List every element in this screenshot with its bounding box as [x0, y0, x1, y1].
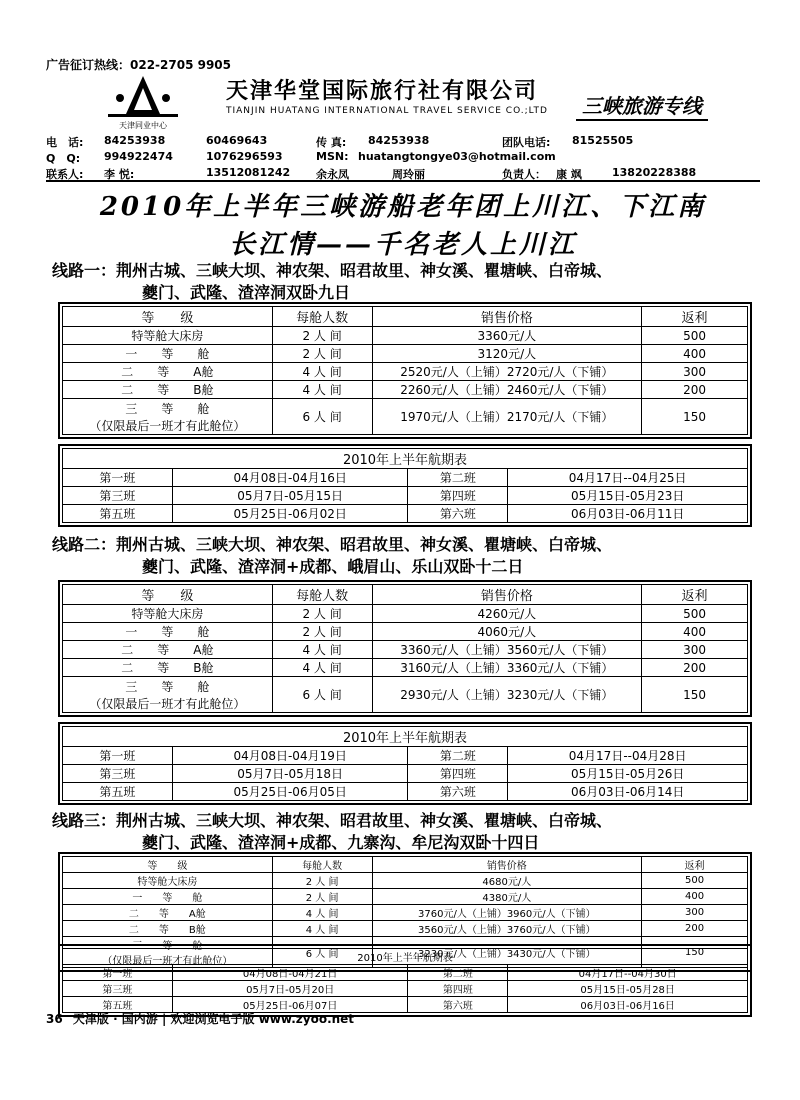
cell: 第一班 — [63, 965, 173, 981]
cell: 150 — [642, 399, 748, 435]
cell: 1970元/人（上铺）2170元/人（下铺） — [372, 399, 642, 435]
manager-name: 康 飒 — [556, 168, 582, 181]
cell: 4 人 间 — [272, 921, 372, 937]
cell: 4 人 间 — [272, 659, 372, 677]
header-price: 销售价格 — [372, 307, 642, 327]
cabin-note: （仅限最后一班才有此舱位） — [102, 956, 233, 967]
cell: 300 — [642, 641, 748, 659]
cell: 2 人 间 — [272, 873, 372, 889]
table-header-row — [63, 307, 748, 327]
schedule-title: 2010年上半年航期表 — [63, 727, 748, 747]
fax-number: 84253938 — [368, 134, 430, 147]
cell: 3360元/人（上铺）3560元/人（下铺） — [372, 641, 642, 659]
ad-hotline: 广告征订热线：022-2705 9905 — [46, 58, 232, 72]
cell: 400 — [642, 623, 748, 641]
cell: 第五班 — [63, 997, 173, 1013]
msn-address: huatangtongye03@hotmail.com — [358, 150, 556, 163]
cabin-note: （仅限最后一班才有此舱位） — [89, 418, 246, 433]
cell: 二 等 A舱 — [63, 363, 273, 381]
grade-label: 三 等 舱 — [125, 679, 210, 694]
cell: 第一班 — [63, 469, 173, 487]
cell: 6 人 间 — [272, 937, 372, 968]
page-number: 36 — [46, 1012, 63, 1026]
group-phone: 81525505 — [572, 134, 634, 147]
header-rebate: 返利 — [642, 585, 748, 605]
cell: 300 — [642, 363, 748, 381]
cell: 3360元/人 — [372, 327, 642, 345]
contact-2: 余永凤 — [316, 168, 349, 181]
cell: 一 等 舱 — [63, 889, 273, 905]
group-label: 团队电话: — [502, 136, 551, 149]
cell: 04月17日--04月30日 — [508, 965, 748, 981]
cell: 2 人 间 — [272, 327, 372, 345]
cell: 200 — [642, 659, 748, 677]
manager-label: 负责人： — [502, 168, 546, 181]
logo-caption: 天津同业中心 — [119, 121, 167, 130]
header-cabin-size: 每舱人数 — [272, 307, 372, 327]
cell: 150 — [642, 937, 748, 968]
cell: 第三班 — [63, 981, 173, 997]
table-row — [63, 747, 748, 765]
cell: 第二班 — [408, 747, 508, 765]
header-cabin-size: 每舱人数 — [272, 857, 372, 873]
company-name: 天津华堂国际旅行社有限公司 — [226, 79, 539, 104]
qq-1: 994922474 — [104, 150, 173, 163]
table-row — [63, 677, 748, 713]
cell: 05月15日-05月28日 — [508, 981, 748, 997]
cell: 300 — [642, 905, 748, 921]
contact-3: 周玲丽 — [392, 168, 425, 181]
divider — [46, 180, 760, 182]
route-2-description — [52, 534, 612, 578]
table-row — [63, 605, 748, 623]
route-3-schedule-table — [62, 948, 748, 1013]
cell: 3160元/人（上铺）3360元/人（下铺） — [372, 659, 642, 677]
cell: 04月08日-04月21日 — [172, 965, 408, 981]
cell: 第二班 — [408, 965, 508, 981]
cell: 特等舱大床房 — [63, 605, 273, 623]
cell: 06月03日-06月16日 — [508, 997, 748, 1013]
cell: 6 人 间 — [272, 677, 372, 713]
qq-label: Q Q: — [46, 152, 81, 165]
cell: 04月08日-04月16日 — [172, 469, 408, 487]
cell: 特等舱大床房 — [63, 327, 273, 345]
cell: 第二班 — [408, 469, 508, 487]
manager-phone: 13820228388 — [612, 166, 697, 179]
cell: 04月17日--04月25日 — [508, 469, 748, 487]
cell: 二 等 B舱 — [63, 921, 273, 937]
cell: 二 等 B舱 — [63, 381, 273, 399]
cell: 第四班 — [408, 765, 508, 783]
table-row — [63, 783, 748, 801]
cell: 二 等 A舱 — [63, 905, 273, 921]
cell: 06月03日-06月11日 — [508, 505, 748, 523]
route-1-line-2: 夔门、武隆、渣滓洞双卧九日 — [142, 283, 351, 302]
cell: 2 人 间 — [272, 605, 372, 623]
table-row — [63, 505, 748, 523]
cell: 4060元/人 — [372, 623, 642, 641]
company-logo — [98, 74, 188, 120]
cell: 4260元/人 — [372, 605, 642, 623]
cell: 05月15日-05月26日 — [508, 765, 748, 783]
cell: 05月7日-05月18日 — [172, 765, 408, 783]
route-2-price-table — [62, 584, 748, 713]
contact-1: 李 悦: — [104, 168, 135, 181]
contact-label: 联系人: — [46, 168, 84, 181]
cell: 3230元/人（上铺）3430元/人（下铺） — [372, 937, 642, 968]
cell: 一 等 舱 — [63, 623, 273, 641]
cell: 3760元/人（上铺）3960元/人（下铺） — [372, 905, 642, 921]
cell — [63, 677, 273, 713]
cell: 第六班 — [408, 783, 508, 801]
cell: 04月08日-04月19日 — [172, 747, 408, 765]
cell: 2520元/人（上铺）2720元/人（下铺） — [372, 363, 642, 381]
cell: 400 — [642, 345, 748, 363]
table-row — [63, 487, 748, 505]
cell: 05月7日-05月15日 — [172, 487, 408, 505]
cell: 2930元/人（上铺）3230元/人（下铺） — [372, 677, 642, 713]
cell: 一 等 舱 — [63, 345, 273, 363]
cell: 05月25日-06月07日 — [172, 997, 408, 1013]
cell: 第三班 — [63, 765, 173, 783]
cell: 3560元/人（上铺）3760元/人（下铺） — [372, 921, 642, 937]
route-3-description — [52, 810, 612, 854]
page-title: 2010年上半年三峡游船老年团上川江、下江南 — [99, 192, 707, 222]
table-row — [63, 399, 748, 435]
msn-label: MSN: — [316, 150, 349, 163]
cell: 3120元/人 — [372, 345, 642, 363]
cell: 2 人 间 — [272, 889, 372, 905]
route-3-line-1: 线路三：荆州古城、三峡大坝、神农架、昭君故里、神女溪、瞿塘峡、白帝城、 — [52, 811, 613, 830]
table-row — [63, 873, 748, 889]
cabin-note: （仅限最后一班才有此舱位） — [89, 696, 246, 711]
cell: 4 人 间 — [272, 381, 372, 399]
table-row — [63, 327, 748, 345]
table-row — [63, 641, 748, 659]
contact-1-phone: 13512081242 — [206, 166, 291, 179]
table-row — [63, 623, 748, 641]
table-row — [63, 381, 748, 399]
fax-label: 传 真: — [316, 136, 347, 149]
cell — [63, 399, 273, 435]
cell: 第四班 — [408, 981, 508, 997]
page-subtitle: 长江情——千名老人上川江 — [228, 230, 577, 260]
header-grade: 等 级 — [63, 585, 273, 605]
company-name-en: TIANJIN HUATANG INTERNATIONAL TRAVEL SERVICE CO.;LTD — [226, 106, 548, 116]
cell: 4 人 间 — [272, 641, 372, 659]
cell: 二 等 A舱 — [63, 641, 273, 659]
phone-2: 60469643 — [206, 134, 268, 147]
phone-1: 84253938 — [104, 134, 166, 147]
cell: 特等舱大床房 — [63, 873, 273, 889]
cell: 第四班 — [408, 487, 508, 505]
table-row — [63, 345, 748, 363]
cell: 2260元/人（上铺）2460元/人（下铺） — [372, 381, 642, 399]
cell: 4380元/人 — [372, 889, 642, 905]
phone-label: 电 话: — [46, 136, 84, 149]
table-row — [63, 981, 748, 997]
cell: 第五班 — [63, 783, 173, 801]
cell: 第六班 — [408, 997, 508, 1013]
cell: 05月15日-05月23日 — [508, 487, 748, 505]
cell: 4 人 间 — [272, 363, 372, 381]
table-header-row — [63, 857, 748, 873]
cell: 05月25日-06月02日 — [172, 505, 408, 523]
header-grade: 等 级 — [63, 857, 273, 873]
schedule-title: 2010年上半年航期表 — [63, 949, 748, 965]
cell: 04月17日--04月28日 — [508, 747, 748, 765]
cell: 6 人 间 — [272, 399, 372, 435]
table-row — [63, 363, 748, 381]
table-row — [63, 765, 748, 783]
header-rebate: 返利 — [642, 857, 748, 873]
cell: 500 — [642, 605, 748, 623]
route-1-line-1: 线路一：荆州古城、三峡大坝、神农架、昭君故里、神女溪、瞿塘峡、白帝城、 — [52, 261, 613, 280]
route-1-schedule-table — [62, 448, 748, 523]
grade-label: 三 等 舱 — [132, 941, 203, 952]
table-row — [63, 921, 748, 937]
table-row — [63, 905, 748, 921]
cell: 第三班 — [63, 487, 173, 505]
table-row — [63, 965, 748, 981]
cell: 06月03日-06月14日 — [508, 783, 748, 801]
cell: 200 — [642, 381, 748, 399]
cell: 4 人 间 — [272, 905, 372, 921]
footer-text: 天津版 · 国内游 | 欢迎浏览电子版 www.zyoo.net — [72, 1012, 355, 1026]
table-row — [63, 469, 748, 487]
page-footer — [46, 1010, 354, 1027]
contact-block — [46, 134, 760, 182]
schedule-title: 2010年上半年航期表 — [63, 449, 748, 469]
cell: 第一班 — [63, 747, 173, 765]
header-cabin-size: 每舱人数 — [272, 585, 372, 605]
header-price: 销售价格 — [372, 585, 642, 605]
route-2-line-1: 线路二：荆州古城、三峡大坝、神农架、昭君故里、神女溪、瞿塘峡、白帝城、 — [52, 535, 613, 554]
grade-label: 三 等 舱 — [125, 401, 210, 416]
cell: 400 — [642, 889, 748, 905]
header-grade: 等 级 — [63, 307, 273, 327]
table-header-row — [63, 585, 748, 605]
cell: 2 人 间 — [272, 345, 372, 363]
route-2-line-2: 夔门、武隆、渣滓洞+成都、峨眉山、乐山双卧十二日 — [142, 557, 524, 576]
route-1-price-table — [62, 306, 748, 435]
route-3-line-2: 夔门、武隆、渣滓洞+成都、九寨沟、牟尼沟双卧十四日 — [142, 833, 540, 852]
route-1-description — [52, 260, 612, 304]
table-row — [63, 659, 748, 677]
cell: 第五班 — [63, 505, 173, 523]
cell: 200 — [642, 921, 748, 937]
table-row — [63, 889, 748, 905]
cell: 500 — [642, 873, 748, 889]
cell: 150 — [642, 677, 748, 713]
header-price: 销售价格 — [372, 857, 642, 873]
cell: 二 等 B舱 — [63, 659, 273, 677]
cell: 500 — [642, 327, 748, 345]
qq-2: 1076296593 — [206, 150, 283, 163]
cell: 05月7日-05月20日 — [172, 981, 408, 997]
route-2-schedule-table — [62, 726, 748, 801]
cell: 第六班 — [408, 505, 508, 523]
special-line-tag: 三峡旅游专线 — [576, 90, 708, 121]
cell: 2 人 间 — [272, 623, 372, 641]
cell: 4680元/人 — [372, 873, 642, 889]
cell: 05月25日-06月05日 — [172, 783, 408, 801]
header-rebate: 返利 — [642, 307, 748, 327]
